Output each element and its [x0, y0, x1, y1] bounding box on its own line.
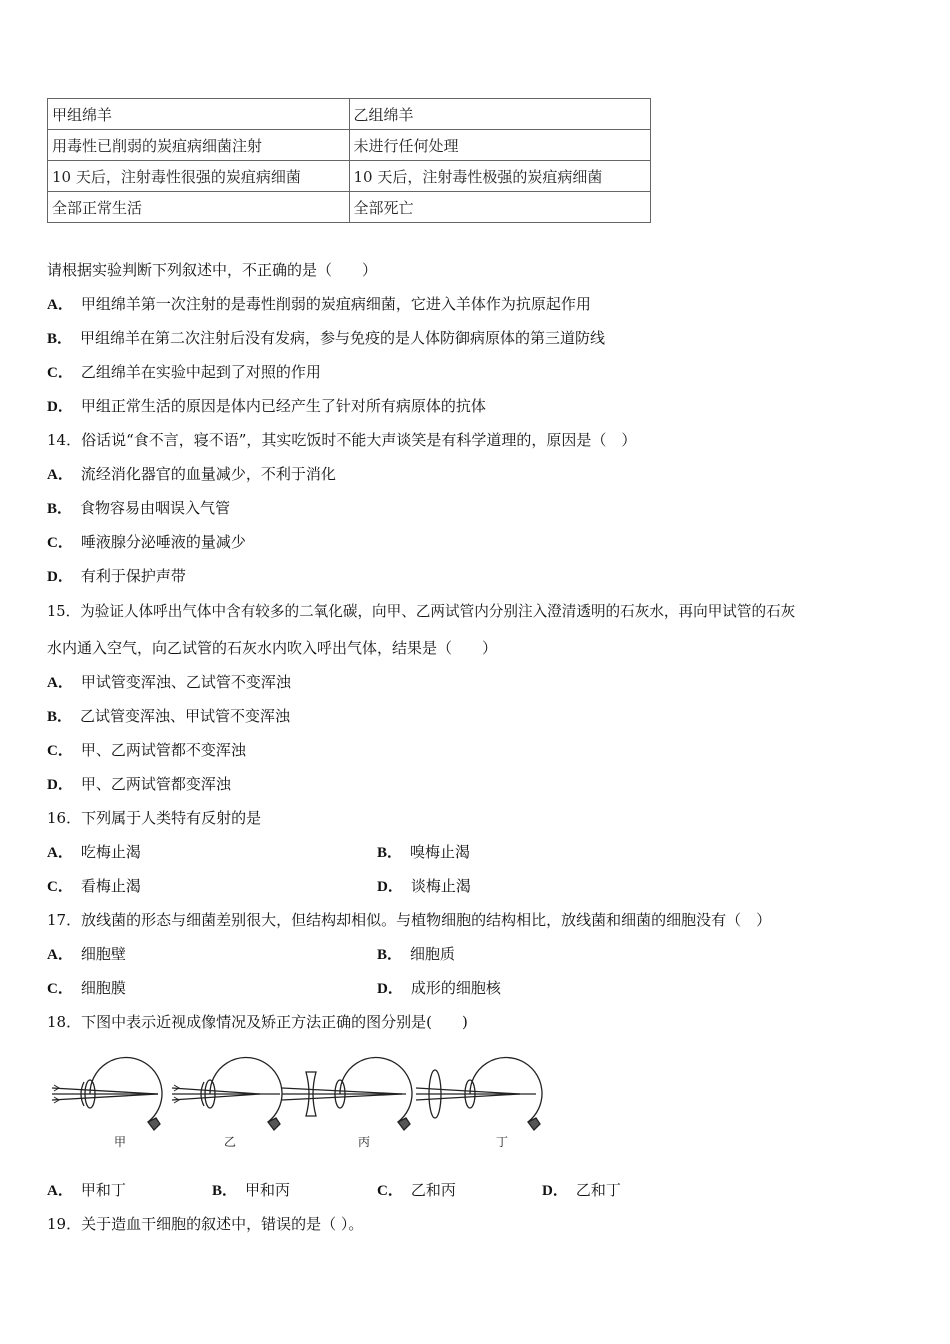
q16-stem: 16．下列属于人类特有反射的是 — [47, 809, 262, 827]
q18-option-a — [47, 1180, 126, 1201]
q13-option-b — [47, 328, 605, 349]
q14-option-d — [47, 566, 186, 587]
option-letter: A． — [47, 947, 73, 963]
q14-stem: 14．俗话说“食不言，寝不语”，其实吃饭时不能大声谈笑是有科学道理的，原因是（ ） — [47, 431, 637, 449]
option-text: 甲、乙两试管都不变浑浊 — [80, 741, 246, 759]
option-letter: A． — [47, 297, 73, 313]
q17-stem: 17．放线菌的形态与细菌差别很大，但结构却相似。与植物细胞的结构相比，放线菌和细菌的细胞没有（ ） — [47, 911, 772, 929]
q17-option-b — [377, 944, 455, 965]
eye-diagram-jia — [52, 1058, 162, 1130]
option-letter: A． — [47, 1183, 73, 1199]
q17-option-d — [377, 978, 501, 999]
table-cell: 未进行任何处理 — [349, 130, 651, 161]
q13-option-c — [47, 362, 321, 383]
table-cell: 用毒性已削弱的炭疽病细菌注射 — [48, 130, 350, 161]
q18-stem: 18．下图中表示近视成像情况及矫正方法正确的图分别是( ) — [47, 1013, 468, 1031]
option-text: 乙和丁 — [575, 1181, 621, 1199]
table-cell: 全部死亡 — [349, 192, 651, 223]
table-cell: 10 天后，注射毒性极强的炭疽病细菌 — [349, 161, 651, 192]
option-text: 甲试管变浑浊、乙试管不变浑浊 — [80, 673, 291, 691]
eye-diagram-yi — [172, 1058, 282, 1130]
table-cell: 乙组绵羊 — [349, 99, 651, 130]
option-letter: C． — [47, 365, 73, 381]
q15-option-d — [47, 774, 231, 795]
option-text: 甲和丁 — [80, 1181, 126, 1199]
figure-label-ding: 丁 — [496, 1135, 509, 1149]
q14-option-a — [47, 464, 336, 485]
q18-option-d — [542, 1180, 621, 1201]
q14-option-c — [47, 532, 246, 553]
option-text: 甲、乙两试管都变浑浊 — [80, 775, 231, 793]
option-text: 乙试管变浑浊、甲试管不变浑浊 — [80, 707, 291, 725]
option-letter: B． — [47, 331, 73, 347]
q16-option-d — [377, 876, 471, 897]
option-text: 流经消化器官的血量减少，不利于消化 — [80, 465, 336, 483]
option-text: 甲组正常生活的原因是体内已经产生了针对所有病原体的抗体 — [80, 397, 486, 415]
q18-option-c — [377, 1180, 456, 1201]
q13-stem: 请根据实验判断下列叙述中，不正确的是（ ） — [47, 261, 378, 279]
option-letter: C． — [377, 1183, 403, 1199]
table-row — [48, 161, 651, 192]
option-text: 看梅止渴 — [80, 877, 141, 895]
figure-label-yi: 乙 — [224, 1135, 237, 1149]
option-text: 甲组绵羊第一次注射的是毒性削弱的炭疽病细菌，它进入羊体作为抗原起作用 — [80, 295, 591, 313]
q15-stem-line1: 15．为验证人体呼出气体中含有较多的二氧化碳，向甲、乙两试管内分别注入澄清透明的石灰水，再向甲试管的石灰 — [47, 603, 796, 620]
q15-option-a — [47, 672, 291, 693]
q15-option-b — [47, 706, 290, 727]
option-letter: B． — [47, 501, 73, 517]
q15-option-c — [47, 740, 246, 761]
option-letter: C． — [47, 879, 73, 895]
q18-option-b — [212, 1180, 290, 1201]
option-letter: D． — [47, 777, 73, 793]
table-cell: 甲组绵羊 — [48, 99, 350, 130]
option-text: 细胞质 — [410, 945, 456, 963]
q16-option-b — [377, 842, 470, 863]
table-row — [48, 192, 651, 223]
option-letter: B． — [47, 709, 73, 725]
q14-option-b — [47, 498, 230, 519]
option-letter: D． — [47, 569, 73, 585]
option-letter: A． — [47, 467, 73, 483]
table-row — [48, 99, 651, 130]
option-text: 有利于保护声带 — [80, 567, 186, 585]
option-text: 食物容易由咽误入气管 — [80, 499, 231, 517]
eye-diagram-ding — [416, 1058, 542, 1130]
option-text: 细胞壁 — [80, 945, 126, 963]
experiment-table — [47, 98, 651, 223]
option-text: 吃梅止渴 — [80, 843, 141, 861]
option-text: 唾液腺分泌唾液的量减少 — [80, 533, 246, 551]
option-letter: B． — [212, 1183, 238, 1199]
q16-option-c — [47, 876, 141, 897]
option-text: 乙组绵羊在实验中起到了对照的作用 — [80, 363, 321, 381]
table-row — [48, 130, 651, 161]
eye-diagrams-figure — [50, 1042, 560, 1154]
q15-stem-line2: 水内通入空气，向乙试管的石灰水内吹入呼出气体，结果是（ ） — [47, 639, 498, 657]
option-letter: A． — [47, 845, 73, 861]
option-letter: C． — [47, 535, 73, 551]
option-letter: C． — [47, 743, 73, 759]
figure-label-jia: 甲 — [114, 1135, 127, 1149]
eye-diagram-bing — [282, 1058, 412, 1130]
option-text: 细胞膜 — [80, 979, 126, 997]
table-cell: 10 天后，注射毒性很强的炭疽病细菌 — [48, 161, 350, 192]
option-text: 嗅梅止渴 — [410, 843, 471, 861]
option-text: 甲和丙 — [245, 1181, 291, 1199]
q19-stem: 19．关于造血干细胞的叙述中，错误的是（ ）。 — [47, 1215, 364, 1233]
table-cell: 全部正常生活 — [48, 192, 350, 223]
option-letter: D． — [542, 1183, 568, 1199]
option-letter: B． — [377, 845, 403, 861]
option-letter: D． — [377, 879, 403, 895]
option-letter: C． — [47, 981, 73, 997]
option-letter: D． — [377, 981, 403, 997]
option-text: 甲组绵羊在第二次注射后没有发病，参与免疫的是人体防御病原体的第三道防线 — [80, 329, 606, 347]
option-letter: D． — [47, 399, 73, 415]
option-text: 成形的细胞核 — [410, 979, 501, 997]
option-text: 乙和丙 — [410, 1181, 456, 1199]
option-letter: A． — [47, 675, 73, 691]
option-text: 谈梅止渴 — [410, 877, 471, 895]
q13-option-d — [47, 396, 486, 417]
option-letter: B． — [377, 947, 403, 963]
figure-label-bing: 丙 — [358, 1135, 371, 1149]
q16-option-a — [47, 842, 141, 863]
q17-option-a — [47, 944, 126, 965]
q13-option-a — [47, 294, 591, 315]
q17-option-c — [47, 978, 126, 999]
